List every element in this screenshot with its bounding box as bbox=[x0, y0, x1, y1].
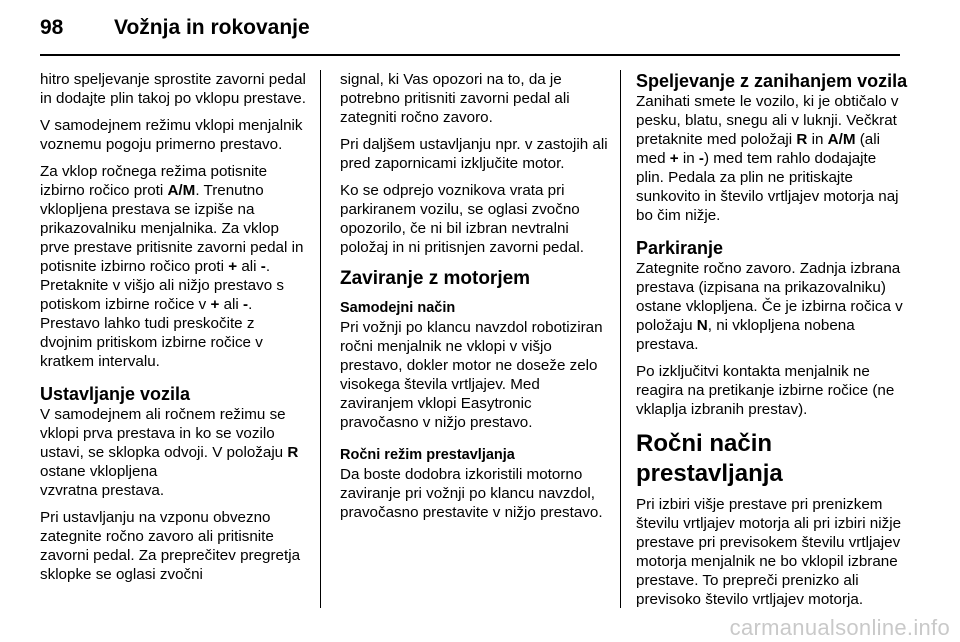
paragraph: Da boste dodobra izkoristili motorno zaviranje pri vožnji po klancu navzdol, pravočasno prestavite v nižjo prestavo. bbox=[340, 466, 603, 521]
key-n: N bbox=[696, 317, 708, 334]
key-am: A/M bbox=[167, 182, 196, 199]
text: Zanihati smete le vozilo, ki je obtičalo v pesku, blatu, snegu ali v luknji. Večkrat pretaknite med položaji bbox=[636, 93, 899, 148]
paragraph: hitro speljevanje sprostite zavorni pedal in dodajte plin takoj po vklopu prestave. bbox=[40, 71, 306, 107]
column-divider-1 bbox=[320, 70, 321, 608]
column-divider-2 bbox=[620, 70, 621, 608]
text: . Pretaknite v višjo ali nižjo prestavo s potiskom izbirne ročice v bbox=[40, 258, 284, 313]
paragraph: vzvratna prestava. bbox=[40, 482, 165, 499]
section-heading-engine-braking: Zaviranje z motorjem bbox=[340, 268, 531, 289]
key-am: A/M bbox=[827, 131, 856, 148]
paragraph bbox=[40, 162, 308, 371]
paragraph: V samodejnem režimu vklopi menjalnik voznemu pogoju primerno prestavo. bbox=[40, 117, 303, 153]
subheading-automatic-mode: Samodejni način bbox=[340, 300, 456, 316]
column-1 bbox=[40, 70, 308, 592]
text: in bbox=[678, 150, 699, 167]
page-header bbox=[0, 0, 960, 56]
text: Za vklop ročnega režima potisnite izbirno ročico proti bbox=[40, 163, 268, 199]
paragraph: Pri daljšem ustavljanju npr. v zastojih ali pred zapornicami izključite motor. bbox=[340, 136, 608, 172]
section-heading-rocking: Speljevanje z zanihanjem vozila bbox=[636, 71, 908, 91]
paragraph bbox=[40, 405, 308, 481]
text: , ni vklopljena nobena prestava. bbox=[636, 317, 855, 353]
watermark: carmanualsonline.info bbox=[729, 615, 950, 640]
section-heading-manual-shifting: Ročni način prestavljanja bbox=[636, 430, 783, 487]
column-3 bbox=[636, 70, 906, 617]
key-minus: - bbox=[698, 150, 704, 167]
column-2 bbox=[340, 70, 608, 530]
paragraph: Pri ustavljanju na vzponu obvezno zategnite ročno zavoro ali pritisnite zavorni pedal. Za preprečitev pregretja sklopke se oglasi zvočni bbox=[40, 509, 301, 583]
page-number: 98 bbox=[40, 16, 64, 39]
key-plus: + bbox=[210, 296, 220, 313]
paragraph: Po izključitvi kontakta menjalnik ne reagira na pretikanje izbirne ročice (ne vklaplja izbranih prestav). bbox=[636, 363, 895, 418]
key-plus: + bbox=[669, 150, 679, 167]
text: (ali med bbox=[636, 131, 880, 167]
text: in bbox=[807, 131, 828, 148]
key-r: R bbox=[796, 131, 808, 148]
text: . Trenutno vklopljena prestava se izpiše na prikazovalniku menjalnika. Za vklop prve prestave pritisnite zavorni pedal in potisnite izbirno ročico proti bbox=[40, 182, 304, 275]
key-minus: - bbox=[260, 258, 266, 275]
key-minus: - bbox=[243, 296, 249, 313]
paragraph: Ko se odprejo voznikova vrata pri parkiranem vozilu, se oglasi zvočno opozorilo, če ni bil izbran nevtralni položaj in ni pritisnjen zavorni pedal. bbox=[340, 182, 584, 256]
text: ali bbox=[237, 258, 261, 275]
section-heading-parking: Parkiranje bbox=[636, 238, 724, 258]
subheading-manual-mode: Ročni režim prestavljanja bbox=[340, 447, 515, 463]
text: . Prestavo lahko tudi preskočite z dvojnim pritiskom izbirne ročice v kratkem intervalu. bbox=[40, 296, 263, 370]
paragraph: Pri izbiri višje prestave pri prenizkem številu vrtljajev motorja ali pri izbiri nižje prestave pri previsokem številu vrtljajev motorja menjalnik ne bo vklopil izbrane prestave. To prepreči prenizko ali previsoko število vrtljajev motorja. bbox=[636, 496, 902, 608]
text: Zategnite ročno zavoro. Zadnja izbrana prestava (izpisana na prikazovalniku) ostane vklopljena. Če je izbirna ročica v položaju bbox=[636, 260, 903, 334]
text: ostane vklopljena bbox=[40, 463, 158, 480]
text: ali bbox=[219, 296, 244, 313]
text: ) med tem rahlo dodajajte plin. Pedala za plin ne pritiskajte sunkovito in število vrtljajev motorja naj bo čim nižje. bbox=[636, 150, 899, 224]
page-title: Vožnja in rokovanje bbox=[114, 16, 310, 39]
paragraph: Pri vožnji po klancu navzdol robotiziran ročni menjalnik ne vklopi v višjo prestavo, dokler motor ne doseže zelo visokega števila vrtljajev. Med zaviranjem vklopi Easytronic pravočasno v nižjo prestavo. bbox=[340, 319, 603, 431]
paragraph bbox=[636, 92, 906, 225]
key-plus: + bbox=[228, 258, 238, 275]
header-divider bbox=[40, 54, 900, 56]
section-heading-stopping: Ustavljanje vozila bbox=[40, 384, 191, 404]
paragraph bbox=[636, 259, 906, 354]
paragraph: signal, ki Vas opozori na to, da je potrebno pritisniti zavorni pedal ali zategniti ročno zavoro. bbox=[340, 71, 570, 126]
key-r: R bbox=[287, 444, 299, 461]
text: V samodejnem ali ročnem režimu se vklopi prva prestava in ko se vozilo ustavi, se sklopka odvoji. V položaju bbox=[40, 406, 288, 461]
